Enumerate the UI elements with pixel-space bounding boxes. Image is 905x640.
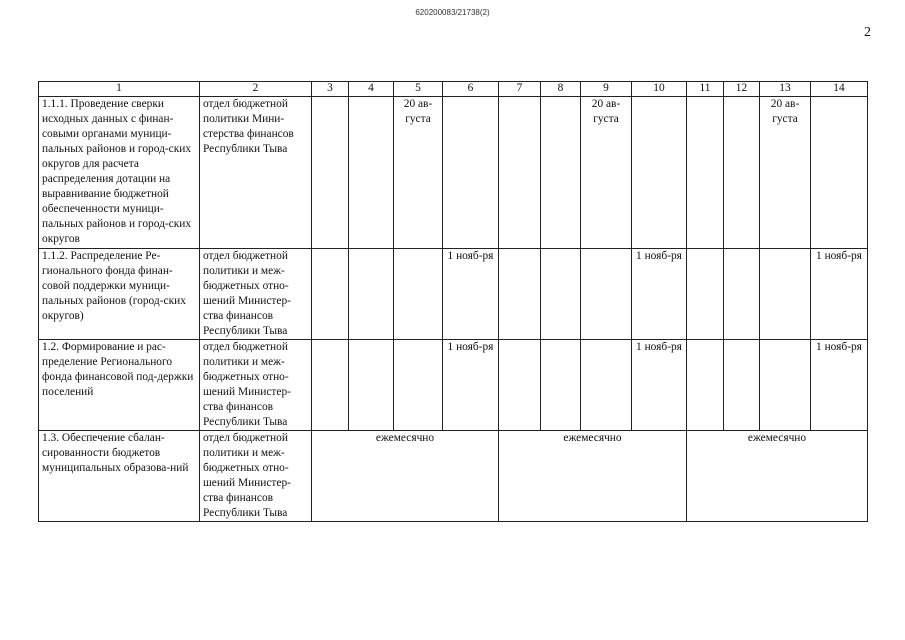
- table-cell: [349, 97, 394, 249]
- table-cell: [724, 249, 760, 340]
- deadline-cell: 1 нояб-ря: [632, 340, 687, 431]
- table-cell: [581, 340, 632, 431]
- table-cell: [312, 249, 349, 340]
- deadline-cell: 1 нояб-ря: [443, 340, 499, 431]
- monthly-cell: ежемесячно: [687, 431, 868, 522]
- header-row: [39, 82, 868, 97]
- department-cell: отдел бюджетной политики и меж-бюджетных отно-шений Министер-ства финансов Республики Тыва: [200, 340, 312, 431]
- table-cell: [724, 340, 760, 431]
- deadline-cell: 20 ав-густа: [394, 97, 443, 249]
- table-cell: [541, 97, 581, 249]
- column-header: 11: [687, 82, 724, 97]
- department-cell: отдел бюджетной политики и меж-бюджетных отно-шений Министер-ства финансов Республики Тыва: [200, 431, 312, 522]
- deadline-cell: 1 нояб-ря: [811, 249, 868, 340]
- monthly-cell: ежемесячно: [499, 431, 687, 522]
- department-cell: отдел бюджетной политики и меж-бюджетных отно-шений Министер-ства финансов Республики Тыва: [200, 249, 312, 340]
- task-cell: 1.1.1. Проведение сверки исходных данных с финан-совыми органами муници-пальных районов и город-ских округов для расчета распределения дотации на выравнивание бюджетной обеспеченности муници-пальных районов и город-ских округов: [39, 97, 200, 249]
- table-cell: [499, 340, 541, 431]
- column-header: 5: [394, 82, 443, 97]
- task-cell: 1.1.2. Распределение Ре-гионального фонда финан-совой поддержки муници-пальных районов (город-ских округов): [39, 249, 200, 340]
- column-header: 2: [200, 82, 312, 97]
- column-header: 6: [443, 82, 499, 97]
- table-cell: [443, 97, 499, 249]
- monthly-cell: ежемесячно: [312, 431, 499, 522]
- table-cell: [632, 97, 687, 249]
- table-cell: [687, 340, 724, 431]
- table-cell: [499, 97, 541, 249]
- column-header: 1: [39, 82, 200, 97]
- column-header: 3: [312, 82, 349, 97]
- column-header: 14: [811, 82, 868, 97]
- column-header: 10: [632, 82, 687, 97]
- column-header: 13: [760, 82, 811, 97]
- task-cell: 1.3. Обеспечение сбалан-сированности бюджетов муниципальных образова-ний: [39, 431, 200, 522]
- document-id: 620200083/21738(2): [415, 8, 490, 17]
- column-header: 9: [581, 82, 632, 97]
- table-cell: [312, 97, 349, 249]
- deadline-cell: 1 нояб-ря: [443, 249, 499, 340]
- table-row: [39, 97, 868, 249]
- table-cell: [394, 340, 443, 431]
- table-cell: [724, 97, 760, 249]
- deadline-cell: 1 нояб-ря: [632, 249, 687, 340]
- plan-table: [38, 81, 868, 522]
- table-cell: [760, 340, 811, 431]
- page-number: 2: [864, 25, 871, 40]
- table-cell: [687, 97, 724, 249]
- table-cell: [541, 340, 581, 431]
- task-cell: 1.2. Формирование и рас-пределение Регионального фонда финансовой под-держки поселений: [39, 340, 200, 431]
- deadline-cell: 20 ав-густа: [760, 97, 811, 249]
- table-cell: [811, 97, 868, 249]
- column-header: 7: [499, 82, 541, 97]
- column-header: 8: [541, 82, 581, 97]
- deadline-cell: 1 нояб-ря: [811, 340, 868, 431]
- table-cell: [581, 249, 632, 340]
- table-cell: [760, 249, 811, 340]
- column-header: 4: [349, 82, 394, 97]
- table-cell: [349, 340, 394, 431]
- table-cell: [687, 249, 724, 340]
- table-cell: [499, 249, 541, 340]
- department-cell: отдел бюджетной политики Мини-стерства финансов Республики Тыва: [200, 97, 312, 249]
- table-row: [39, 431, 868, 522]
- table-row: [39, 340, 868, 431]
- column-header: 12: [724, 82, 760, 97]
- table-cell: [349, 249, 394, 340]
- table-cell: [312, 340, 349, 431]
- table-cell: [541, 249, 581, 340]
- table-cell: [394, 249, 443, 340]
- table-row: [39, 249, 868, 340]
- deadline-cell: 20 ав-густа: [581, 97, 632, 249]
